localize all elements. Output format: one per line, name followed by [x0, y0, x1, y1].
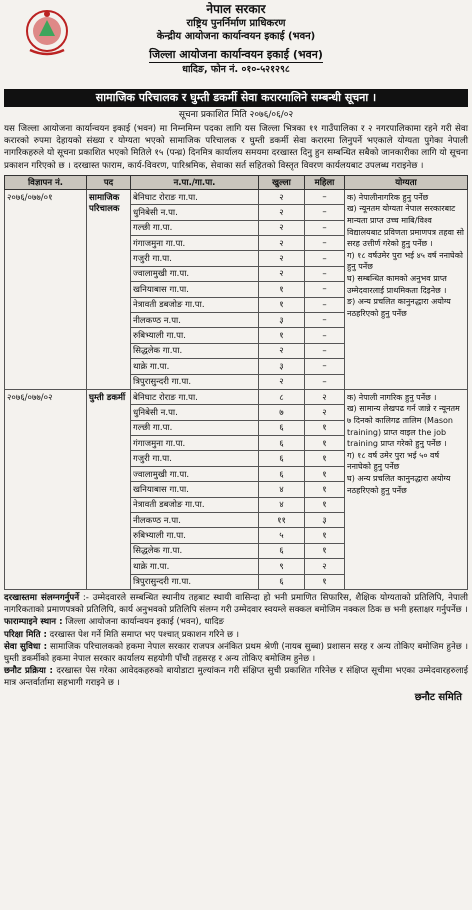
open-count: ९ [259, 559, 305, 574]
female-count: – [305, 343, 345, 358]
municipality-cell: गंगाजमुना गा.पा. [131, 436, 259, 451]
table-row [5, 189, 468, 204]
open-count: ४ [259, 482, 305, 497]
qualification-cell: क) नेपाली नागरिक हुनु पर्नेछ । ख) सामान्य लेखपढ गर्न जान्ने र न्यूनतम ७ दिनको कालिगढ तालिम (Mason training) प्राप्त वाइल the job training प्राप्त गरेको हुनु पर्नेछ । ग) १८ वर्ष उमेर पुरा भई ५० वर्ष ननाघेको हुनु पर्नेछ घ) अन्य प्रचलित कानुनद्धारा अयोग्य नठहरिएको हुनु पर्नेछ [345, 389, 468, 589]
open-count: ३ [259, 359, 305, 374]
female-count: – [305, 189, 345, 204]
municipality-cell: त्रिपुरासुन्दरी गा.पा. [131, 374, 259, 389]
open-count: ४ [259, 497, 305, 512]
signature: छनौट समिति [414, 691, 462, 703]
gov-name: नेपाल सरकार [206, 2, 266, 16]
female-count: – [305, 359, 345, 374]
table-header-row [5, 175, 468, 189]
municipality-cell: नेत्रावती डबजोङ गा.पा. [131, 497, 259, 512]
central-unit: केन्द्रीय आयोजना कार्यान्वयन इकाई (भवन) [156, 31, 316, 42]
open-count: २ [259, 343, 305, 358]
municipality-cell: बेनिघाट रोराङ गा.पा. [131, 389, 259, 404]
municipality-cell: खनियाबास गा.पा. [131, 282, 259, 297]
female-count: – [305, 251, 345, 266]
female-count: १ [305, 543, 345, 558]
open-count: ३ [259, 312, 305, 327]
footer [4, 592, 468, 704]
selection-section [4, 665, 468, 689]
facility-section [4, 641, 468, 665]
female-count: १ [305, 574, 345, 589]
exam-section [4, 629, 468, 641]
municipality-cell: ज्वालामुखी गा.पा. [131, 266, 259, 281]
district-unit: जिल्ला आयोजना कार्यान्वयन इकाई (भवन) [149, 48, 323, 61]
municipality-cell: सिद्धलेक गा.पा. [131, 343, 259, 358]
female-count: – [305, 282, 345, 297]
attach-text: :- उम्मेदवारले सम्बन्धित स्थानीय तहबाट स्थायी वासिन्दा हो भनी प्रमाणित सिफारिस, शैक्षिक योग्यताको प्रतिलिपि, नेपाली नागरिकताको प्रमाणपत्रको प्रतिलिपि, कार्य अनुभवको प्रतिलिपि संलग्न गरी उम्मेदवार स्वयम्ले सक्कल बमोजिम नक्कल ठिक छ भनी हस्ताक्षर गर्नुपर्नेछ । [4, 592, 468, 616]
open-count: २ [259, 235, 305, 250]
open-count: २ [259, 205, 305, 220]
female-count: – [305, 266, 345, 281]
selection-text: दरखास्त पेस गरेका आवेदकहरुको बायोडाटा मुल्यांकन गरी संक्षिप्त सुची प्रकाशित गरिनेछ र संक्षिप्त सूचीमा भएका उम्मेदवारहरुलाई मात्र अन्तर्वार्तामा सहभागी गराइने छ । [4, 666, 468, 689]
municipality-cell: धुनिबेसी न.पा. [131, 405, 259, 420]
municipality-cell: बेनिघाट रोराङ गा.पा. [131, 189, 259, 204]
female-count: ३ [305, 513, 345, 528]
female-count: १ [305, 420, 345, 435]
col-header-open: खुल्ला [259, 175, 305, 189]
nepal-emblem-icon [22, 6, 72, 58]
female-count: २ [305, 389, 345, 404]
facility-text: सामाजिक परिचालकको हकमा नेपाल सरकार राजपत्र अनंकित प्रथम श्रेणी (नायब सुब्बा) प्रशासन सरह र अन्य तोकिए बमोजिम हुनेछ । घुम्ती डकर्मीको हकमा नेपाल सरकार कार्यालय सहयोगी पाँचौ तहसरह र अन्य तोकिए बमोजिम हुनेछ । [4, 641, 469, 664]
facility-label: सेवा सुविधा : [4, 641, 48, 652]
municipality-cell: त्रिपुरासुन्दरी गा.पा. [131, 574, 259, 589]
vacancy-table [4, 175, 468, 590]
female-count: १ [305, 497, 345, 512]
notice-title: सामाजिक परिचालक र घुम्ती डकर्मी सेवा करारमालिने सम्बन्धी सूचना । [4, 89, 468, 107]
female-count: १ [305, 482, 345, 497]
open-count: २ [259, 266, 305, 281]
open-count: ५ [259, 528, 305, 543]
col-header-municipality: न.पा./गा.पा. [131, 175, 259, 189]
col-header-qualification: योग्यता [345, 175, 468, 189]
municipality-cell: थाक्रे गा.पा. [131, 559, 259, 574]
open-count: ६ [259, 451, 305, 466]
open-count: ६ [259, 466, 305, 481]
female-count: २ [305, 405, 345, 420]
open-count: २ [259, 374, 305, 389]
open-count: ६ [259, 574, 305, 589]
col-header-female: महिला [305, 175, 345, 189]
municipality-cell: गंगाजमुना गा.पा. [131, 235, 259, 250]
selection-label: छनौट प्रक्रिया : [4, 666, 53, 677]
municipality-cell: नेत्रावती डबजोङ गा.पा. [131, 297, 259, 312]
municipality-cell: रुबिभ्याली गा.पा. [131, 528, 259, 543]
col-header-post: पद [87, 175, 131, 189]
open-count: ८ [259, 389, 305, 404]
open-count: २ [259, 189, 305, 204]
open-count: १ [259, 282, 305, 297]
ad-number: २०७६/०७७/०१ [5, 189, 87, 389]
municipality-cell: नीलकण्ठ न.पा. [131, 312, 259, 327]
open-count: ६ [259, 436, 305, 451]
municipality-cell: रुबिभ्याली गा.पा. [131, 328, 259, 343]
female-count: १ [305, 466, 345, 481]
ad-number: २०७६/०७७/०२ [5, 389, 87, 589]
municipality-cell: धुनिबेसी न.पा. [131, 205, 259, 220]
address-phone: धादिङ, फोन नं. ०१०-५२१२९८ [182, 64, 290, 75]
municipality-cell: सिद्धलेक गा.पा. [131, 543, 259, 558]
municipality-cell: थाक्रे गा.पा. [131, 359, 259, 374]
qualification-cell: क) नेपालीनागरिक हुनु पर्नेछ ख) न्यूनतम योग्यता नेपाल सरकारबाट मान्यता प्राप्त उच्च माबि/विश्व विद्यालयबाट प्रविणता प्रमाणपत्र तहवा सो सरह उत्तीर्ण गरेको हुनु पर्नेछ । ग) १८ वर्षउमेर पुरा भई ४५ वर्ष ननाघेको हुनु पर्नेछ घ) सम्बन्धित कामको अनुभव प्राप्त उम्मेदवारलाई प्राथमिकता दिइनेछ । ङ) अन्य प्रचलित कानुनद्धारा अयोग्य नठहरिएको हुनु पर्नेछ [345, 189, 468, 389]
female-count: – [305, 312, 345, 327]
open-count: ७ [259, 405, 305, 420]
female-count: – [305, 235, 345, 250]
municipality-cell: नीलकण्ठ न.पा. [131, 513, 259, 528]
table-row [5, 389, 468, 404]
attach-label: दरखास्तमा संलग्नगर्नुपर्ने [4, 592, 80, 603]
place-section [4, 616, 468, 628]
open-count: २ [259, 220, 305, 235]
open-count: ६ [259, 420, 305, 435]
female-count: – [305, 297, 345, 312]
female-count: २ [305, 559, 345, 574]
open-count: ११ [259, 513, 305, 528]
female-count: १ [305, 528, 345, 543]
publish-date: सूचना प्रकाशित मिति २०७६/०६/०२ [178, 110, 294, 120]
header [4, 2, 468, 88]
authority-name: राष्ट्रिय पुनर्निर्माण प्राधिकरण [186, 18, 286, 29]
municipality-cell: गजुरी गा.पा. [131, 251, 259, 266]
female-count: – [305, 374, 345, 389]
female-count: – [305, 205, 345, 220]
municipality-cell: गल्छी गा.पा. [131, 220, 259, 235]
municipality-cell: खनियाबास गा.पा. [131, 482, 259, 497]
female-count: १ [305, 451, 345, 466]
open-count: १ [259, 328, 305, 343]
female-count: १ [305, 436, 345, 451]
open-count: २ [259, 251, 305, 266]
municipality-cell: गल्छी गा.पा. [131, 420, 259, 435]
intro-paragraph: यस जिल्ला आयोजना कार्यान्वयन इकाई (भवन) मा निम्नमिम्न पदका लागि यस जिल्ला भित्रका ११ गाउँपालिका र २ नगरपालिकामा रहने गरी सेवा करारको रुपमा देहायको संख्या र योग्यता भएको सामाजिक परिचालक र घुम्ती डकर्मी सेवा करारमा लिनुपर्ने भएकाले योग्यता पुगेका नेपाली नागरिकहरुले यो सूचना प्रकाशित भएको मितिले १५ (पन्ध्र) दिनमित्र कार्यालय समयमा दरखास्त दिनु हुन सम्बन्धित सबैको जानकारीका लागि यो सूचना प्रकाशन गरिएको छ । दरखास्त फाराम, कार्य-विवरण, पारिश्रमिक, सेवाका सर्त सहितको विस्तृत विवरण कार्यलयबाट उपलब्ध गराइनेछ । [4, 124, 468, 171]
table-body [5, 189, 468, 589]
post-name: घुम्ती डकर्मी [87, 389, 131, 589]
municipality-cell: ज्वालामुखी गा.पा. [131, 466, 259, 481]
exam-label: परिक्षा मिति : [4, 629, 47, 640]
attach-section [4, 592, 468, 616]
exam-text: दरखास्त पेश गर्ने मिति समाप्त भए पश्चात् प्रकाशन गरिने छ । [49, 629, 239, 640]
female-count: – [305, 220, 345, 235]
col-header-adno: विज्ञापन नं. [5, 175, 87, 189]
place-text: जिल्ला आयोजना कार्यान्वयन इकाई (भवन), धादिङ [65, 617, 225, 628]
post-name: सामाजिक परिचालक [87, 189, 131, 389]
place-label: फाराम्पाइने स्थान : [4, 617, 63, 628]
open-count: १ [259, 297, 305, 312]
municipality-cell: गजुरी गा.पा. [131, 451, 259, 466]
female-count: – [305, 328, 345, 343]
open-count: ६ [259, 543, 305, 558]
